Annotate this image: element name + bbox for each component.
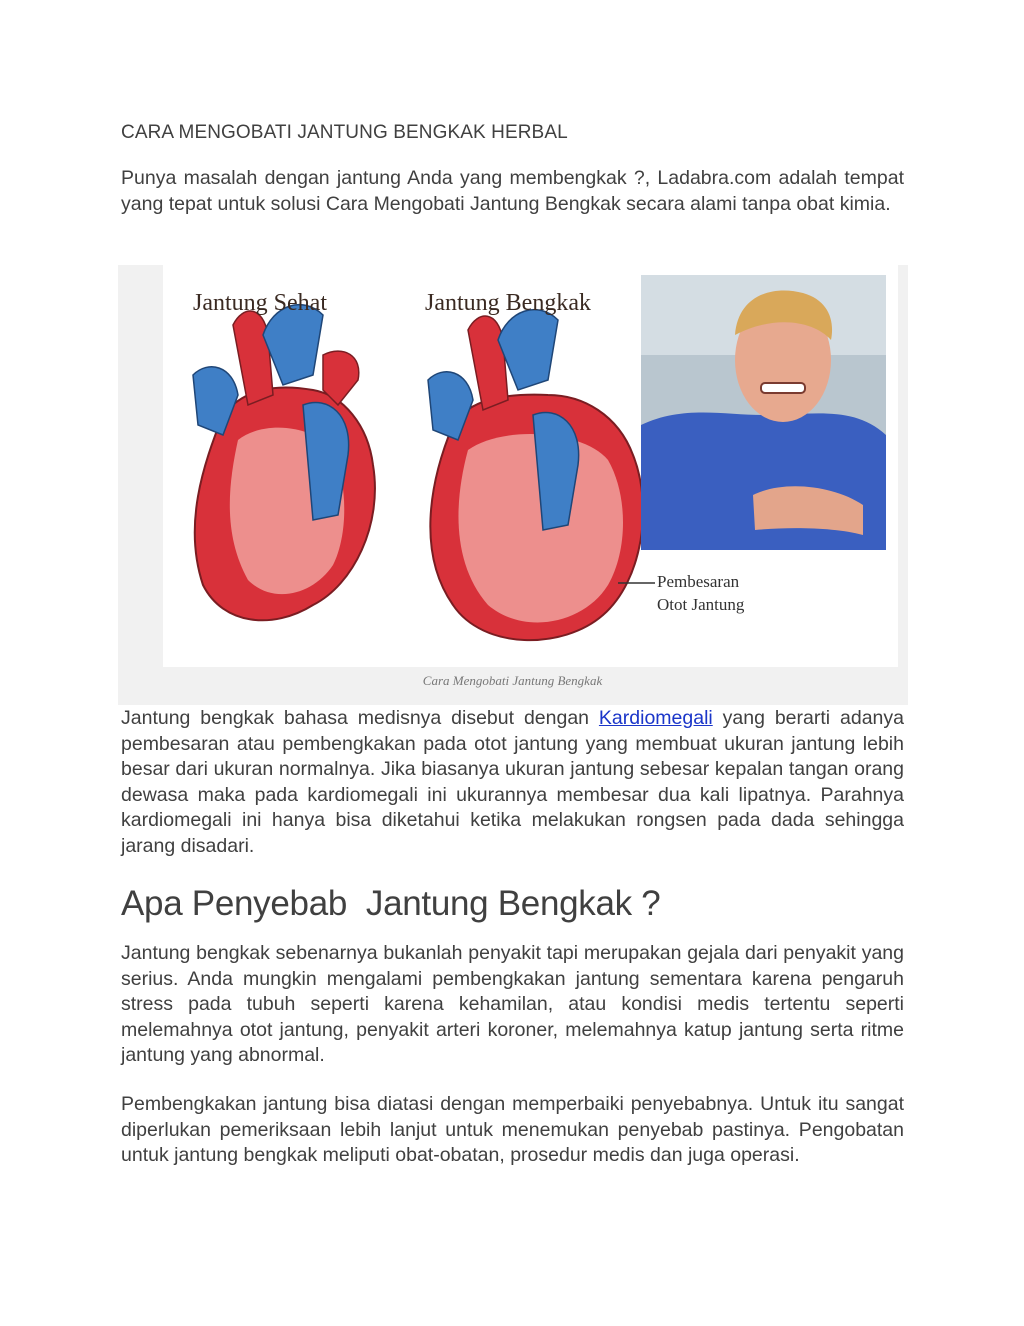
causes-paragraph: Jantung bengkak sebenarnya bukanlah penyakit tapi merupakan gejala dari penyakit yang serius. Anda mungkin mengalami pembengkakan jantung sementara karena pengaruh stress pada tubuh seperti karena kehamilan, atau kondisi medis tertentu seperti melemahnya otot jantung, penyakit arteri koroner, melemahnya katup jantung serta ritme jantung yang abnormal. — [121, 942, 904, 1066]
healthy-heart-drawing — [193, 290, 375, 620]
label-healthy-heart: Jantung Sehat — [193, 290, 327, 316]
kardiomegali-link[interactable]: Kardiomegali — [598, 707, 713, 729]
kardiomegali-paragraph — [121, 706, 904, 859]
section-heading — [121, 884, 660, 924]
enlarged-heart-drawing — [425, 290, 643, 640]
para2-text-before: Jantung bengkak bahasa medisnya disebut dengan — [121, 707, 599, 729]
heart-comparison-illustration — [163, 265, 898, 667]
section-heading-text: Apa Penyebab Jantung Bengkak ? — [121, 884, 661, 923]
intro-paragraph: Punya masalah dengan jantung Anda yang membengkak ?, Ladabra.com adalah tempat yang tepat untuk solusi Cara Mengobati Jantung Bengkak secara alami tanpa obat kimia. — [121, 167, 904, 215]
para2-text-after: yang berarti adanya pembesaran atau pembengkakan pada otot jantung yang membuat ukuran jantung lebih besar dari ukuran normalnya. Jika biasanya ukuran jantung sebesar kepalan tangan orang dewasa maka pada kardiomegali ini ukurannya membesar dua kali lipatnya. Parahnya kardiomegali ini hanya bisa diketahui ketika melakukan rongsen pada dada sehingga jarang disadari. — [121, 707, 904, 857]
annotation-line2: Otot Jantung — [657, 595, 745, 614]
annotation-line1: Pembesaran — [657, 572, 740, 591]
document-title: CARA MENGOBATI JANTUNG BENGKAK HERBAL — [121, 122, 568, 143]
figure-image — [163, 265, 898, 667]
treatment-paragraph: Pembengkakan jantung bisa diatasi dengan memperbaiki penyebabnya. Untuk itu sangat diperlukan pemeriksaan lebih lanjut untuk menemukan penyebab pastinya. Pengobatan untuk jantung bengkak meliputi obat-obatan, prosedur medis dan juga operasi. — [121, 1093, 904, 1166]
man-photo — [641, 275, 886, 550]
label-enlarged-heart: Jantung Bengkak — [425, 290, 591, 316]
figure-frame — [118, 265, 908, 705]
figure-caption: Cara Mengobati Jantung Bengkak — [422, 673, 603, 688]
